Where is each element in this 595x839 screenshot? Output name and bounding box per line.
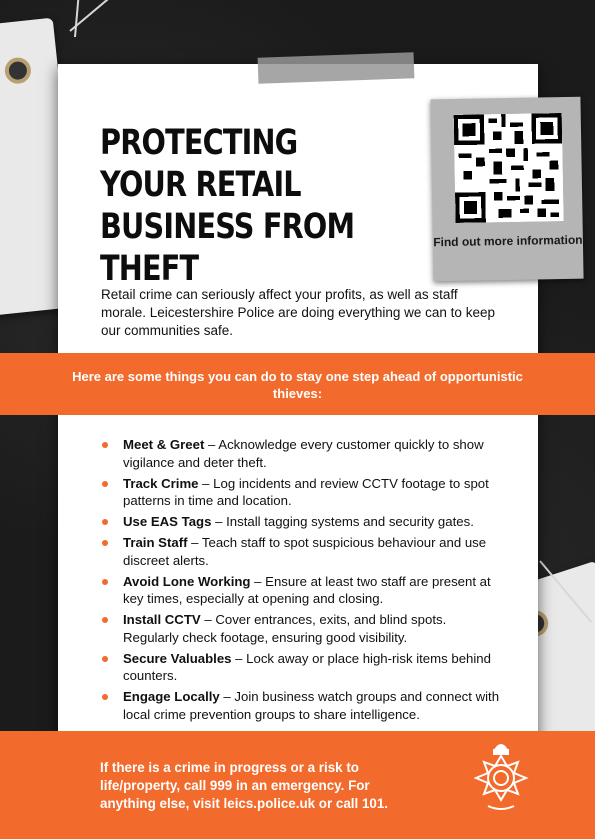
tip-text: – Cover entrances, exits, and blind spots. Regularly check footage, ensuring good visibility. — [123, 612, 447, 645]
list-item — [100, 650, 500, 685]
tip-heading: Avoid Lone Working — [123, 573, 251, 589]
footer-text: If there is a crime in progress or a risk to life/property, call 999 in an emergency. For anything else, visit leics.police.uk or call 101. — [100, 760, 389, 811]
qr-caption: Find out more information — [433, 232, 583, 250]
bullet-icon — [102, 656, 108, 662]
intro-text: Retail crime can seriously affect your profits, as well as staff morale. Leicestershire Police are doing everything we can to keep our communities safe. — [101, 287, 495, 338]
tape-strip — [258, 52, 415, 83]
tip-text: – Install tagging systems and security gates. — [211, 514, 474, 529]
tip-heading: Train Staff — [123, 535, 188, 550]
tips-list — [100, 436, 500, 727]
tip-text: – Join business watch groups and connect with local crime prevention groups to share intelligence. — [123, 689, 500, 722]
list-item — [100, 573, 500, 608]
tag-hole — [4, 56, 33, 85]
bullet-icon — [102, 579, 108, 585]
bullet-icon — [102, 617, 108, 623]
tip-heading: Secure Valuables — [123, 650, 232, 666]
tip-text: – Acknowledge every customer quickly to show vigilance and deter theft. — [123, 437, 484, 470]
police-crest-icon — [466, 738, 536, 818]
bullet-icon — [102, 540, 108, 546]
qr-card[interactable] — [430, 97, 583, 282]
tip-heading: Use EAS Tags — [123, 514, 212, 529]
list-item — [100, 611, 500, 646]
list-item — [100, 513, 500, 531]
qr-code[interactable] — [454, 113, 564, 223]
tip-heading: Meet & Greet — [123, 437, 205, 452]
tip-text: – Log incidents and review CCTV footage to spot patterns in time and location. — [123, 475, 489, 508]
tip-heading: Install CCTV — [123, 612, 201, 627]
tip-text: – Teach staff to spot suspicious behaviour and use discreet alerts. — [123, 535, 487, 568]
bullet-icon — [102, 442, 108, 448]
bullet-icon — [102, 481, 108, 487]
list-item — [100, 534, 500, 569]
list-item — [100, 475, 500, 510]
banner-text: Here are some things you can do to stay one step ahead of opportunistic thieves: — [72, 369, 523, 401]
tip-heading: Engage Locally — [123, 689, 220, 704]
page-title: PROTECTING YOUR RETAIL BUSINESS FROM THEFT — [100, 123, 355, 289]
list-item — [100, 688, 500, 723]
list-item — [100, 436, 500, 471]
bullet-icon — [102, 694, 108, 700]
tip-text: – Ensure at least two staff are present at key times, especially at opening and closing. — [123, 573, 491, 606]
tip-text: – Lock away or place high-risk items behind counters. — [123, 650, 491, 683]
tip-heading: Track Crime — [123, 475, 199, 491]
bullet-icon — [102, 519, 108, 525]
